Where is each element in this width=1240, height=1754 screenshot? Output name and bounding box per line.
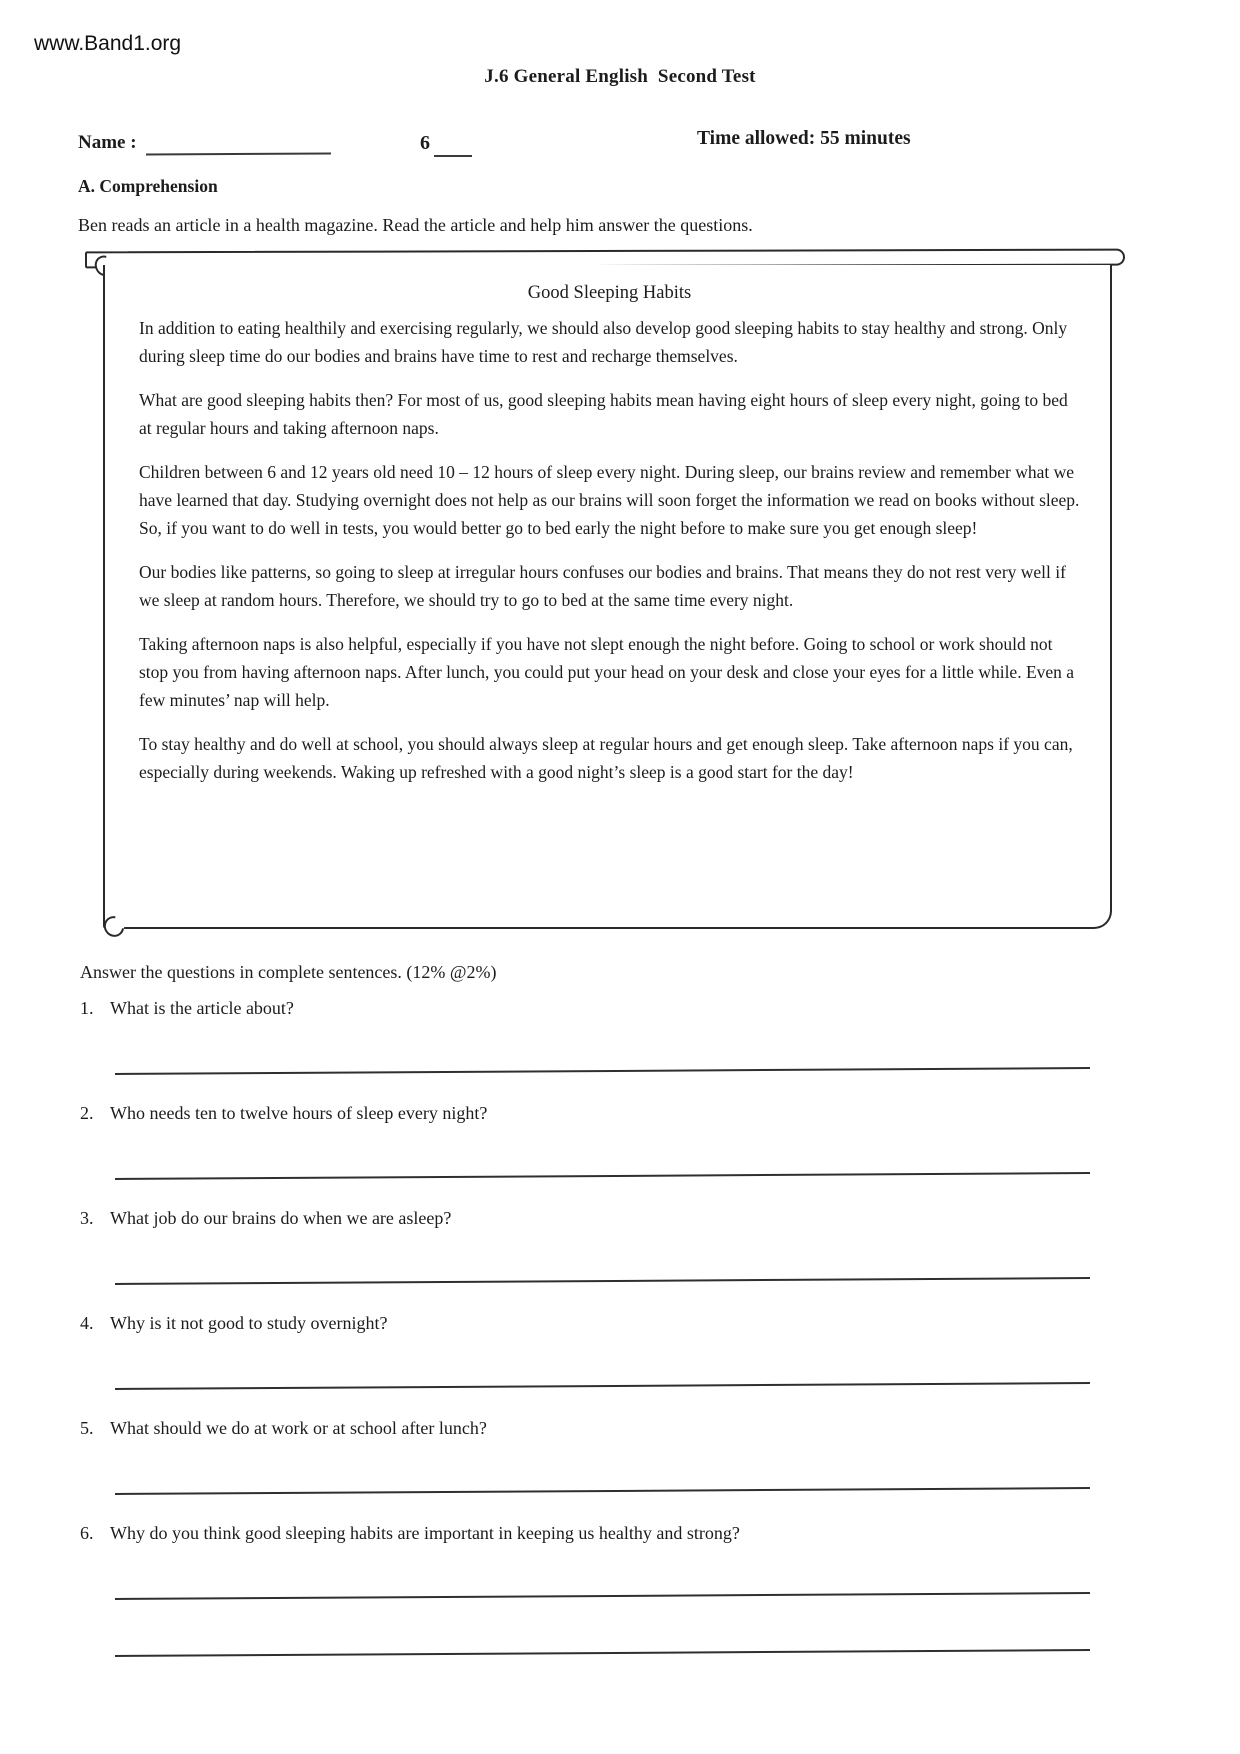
question-2 (0, 1103, 1240, 1180)
answer-line-q4[interactable] (115, 1382, 1090, 1390)
question-1 (0, 998, 1240, 1075)
question-number: 2. (80, 1103, 94, 1123)
header-row (0, 128, 1240, 172)
class-number: 6 (420, 132, 430, 154)
section-a-heading: A. Comprehension (78, 176, 218, 196)
name-blank[interactable] (146, 153, 331, 156)
question-number: 1. (80, 998, 94, 1018)
answer-line-q5[interactable] (115, 1487, 1090, 1495)
question-text: What is the article about? (110, 998, 294, 1018)
comprehension-instruction: Ben reads an article in a health magazine. Read the article and help him answer the questions. (78, 215, 753, 235)
question-6 (0, 1523, 1240, 1657)
questions-intro: Answer the questions in complete sentences. (12% @2%) (80, 962, 497, 982)
questions-list (0, 998, 1240, 1657)
article-paragraph: Taking afternoon naps is also helpful, especially if you have not slept enough the night before. Going to school or work should not stop you from having afternoon naps. After lunch, you could put your head on your desk and close your eyes for a little while. Even a few minutes’ nap will help. (139, 634, 1075, 710)
question-text: Why is it not good to study overnight? (110, 1313, 388, 1333)
article-title: Good Sleeping Habits (527, 283, 692, 303)
answer-line-q1[interactable] (115, 1067, 1090, 1075)
site-watermark: www.Band1.org (34, 32, 182, 55)
article-paragraph: Our bodies like patterns, so going to sleep at irregular hours confuses our bodies and brains. That means they do not rest very well if we sleep at random hours. Therefore, we should try to go to bed at the same time every night. (139, 562, 1066, 610)
page-title: J.6 General English Second Test (484, 66, 756, 87)
question-number: 6. (80, 1523, 94, 1543)
question-text: What job do our brains do when we are asleep? (110, 1208, 452, 1228)
answer-line-q2[interactable] (115, 1172, 1090, 1180)
question-number: 5. (80, 1418, 94, 1438)
time-allowed-label: Time allowed: 55 minutes (697, 128, 911, 149)
article-paragraph: In addition to eating healthily and exercising regularly, we should also develop good sleeping habits to stay healthy and strong. Only during sleep time do our bodies and brains have time to rest and recharge themselves. (139, 318, 1068, 366)
article-body (103, 265, 1112, 929)
name-label: Name : (78, 132, 137, 153)
question-text: Why do you think good sleeping habits are important in keeping us healthy and strong? (110, 1523, 740, 1543)
question-5 (0, 1418, 1240, 1495)
article-scroll-box (85, 250, 1125, 929)
scroll-curl-icon (100, 912, 128, 941)
answer-line-q3[interactable] (115, 1277, 1090, 1285)
class-number-blank[interactable] (434, 155, 472, 157)
answer-line-q6-second[interactable] (115, 1649, 1090, 1657)
question-3 (0, 1208, 1240, 1285)
article-paragraph: Children between 6 and 12 years old need 10 – 12 hours of sleep every night. During sleep, our brains review and remember what we have learned that day. Studying overnight does not help as our brains will soon forget the information we read on books without sleep. So, if you want to do well in tests, you would better go to bed early the night before to make sure you get enough sleep! (139, 462, 1080, 538)
question-4 (0, 1313, 1240, 1390)
answer-line-q6-first[interactable] (115, 1592, 1090, 1600)
article-paragraph: To stay healthy and do well at school, you should always sleep at regular hours and get enough sleep. Take afternoon naps if you can, especially during weekends. Waking up refreshed with a good night’s sleep is a good start for the day! (139, 734, 1073, 782)
question-number: 3. (80, 1208, 94, 1228)
question-number: 4. (80, 1313, 94, 1333)
question-text: Who needs ten to twelve hours of sleep every night? (110, 1103, 488, 1123)
article-paragraph: What are good sleeping habits then? For most of us, good sleeping habits mean having eight hours of sleep every night, going to bed at regular hours and taking afternoon naps. (139, 390, 1068, 438)
question-text: What should we do at work or at school after lunch? (110, 1418, 487, 1438)
